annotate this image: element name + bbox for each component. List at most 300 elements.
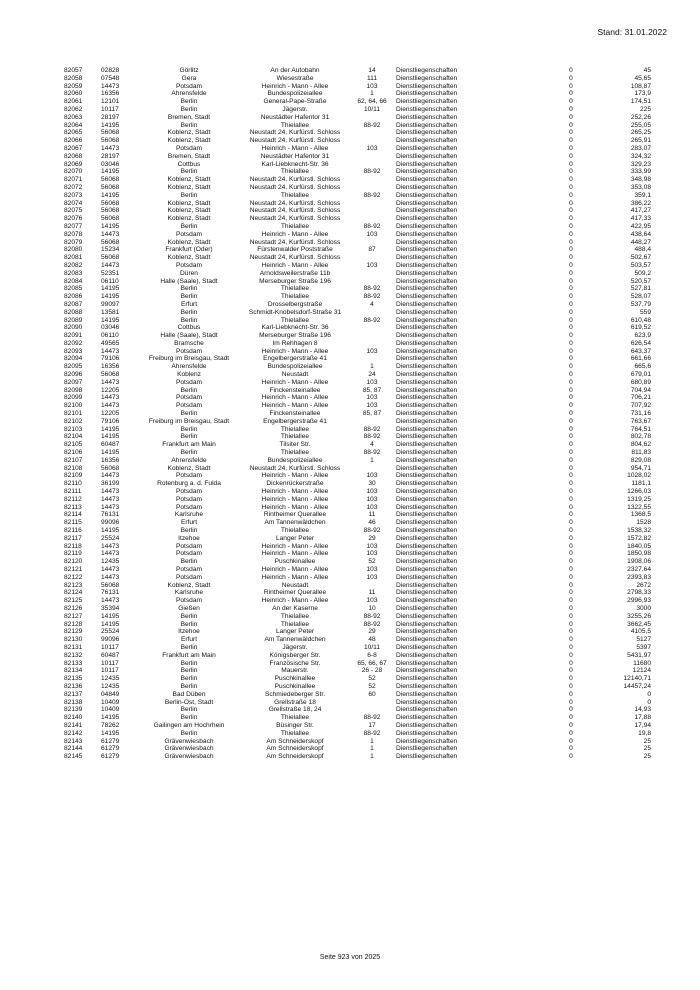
table-row: [64, 348, 651, 356]
cell-area-value: 665,6: [634, 363, 651, 371]
table-row: [64, 309, 651, 317]
cell-city: Frankfurt (Oder): [165, 246, 213, 254]
cell-row-id: 82103: [64, 425, 83, 433]
cell-house-number: 14: [368, 67, 376, 74]
cell-flag: 0: [569, 386, 573, 394]
cell-city: Bremen, Stadt: [167, 152, 211, 160]
cell-postal-code: 12101: [101, 98, 120, 106]
cell-category: Dienstliegenschaften: [396, 230, 458, 238]
cell-street: Jägerstr.: [282, 643, 308, 651]
cell-flag: 0: [569, 371, 573, 379]
cell-city: Potsdam: [175, 261, 203, 269]
cell-house-number: 1: [370, 745, 374, 753]
cell-street: Königsberger Str.: [269, 651, 321, 659]
table-row: [64, 496, 651, 504]
cell-flag: 0: [569, 550, 573, 558]
cell-city: Berlin: [180, 425, 198, 433]
cell-row-id: 82121: [64, 566, 83, 573]
table-row: [64, 184, 651, 192]
table-row: [64, 488, 651, 496]
cell-city: Berlin: [180, 659, 198, 667]
cell-house-number: [351, 137, 393, 145]
cell-city: Koblenz, Stadt: [167, 581, 211, 589]
cell-house-number: 46: [368, 519, 376, 527]
cell-house-number: 24: [368, 371, 376, 379]
cell-street: Schmidt-Knobelsdorf-Straße 31: [248, 308, 342, 316]
cell-category: Dienstliegenschaften: [396, 659, 458, 667]
cell-postal-code: 61279: [101, 737, 120, 745]
cell-category: Dienstliegenschaften: [396, 246, 458, 254]
cell-city: Freiburg im Breisgau, Stadt: [148, 355, 230, 363]
table-row: [64, 550, 651, 558]
cell-street: Engelbergerstraße 41: [263, 355, 327, 363]
cell-row-id: 82085: [64, 285, 83, 293]
cell-house-number: 11: [368, 589, 376, 597]
cell-street: Französische Str.: [269, 659, 321, 667]
cell-house-number: 88-92: [363, 612, 381, 620]
cell-street: Puschkinallee: [274, 558, 316, 566]
cell-area-value: 25: [643, 737, 651, 745]
cell-street: Neustadt: [281, 371, 309, 379]
cell-city: Koblenz, Stadt: [167, 199, 211, 207]
cell-flag: 0: [569, 488, 573, 496]
cell-category: Dienstliegenschaften: [396, 714, 458, 722]
cell-house-number: 88-92: [363, 293, 381, 301]
cell-category: Dienstliegenschaften: [396, 152, 458, 160]
cell-area-value: 610,48: [630, 316, 651, 324]
cell-house-number: 1: [370, 90, 374, 98]
cell-category: Dienstliegenschaften: [396, 542, 458, 550]
cell-category: Dienstliegenschaften: [396, 737, 458, 745]
cell-postal-code: 10117: [101, 667, 119, 675]
cell-street: Neustadt 24, Kurfürstl. Schloss: [249, 176, 341, 184]
cell-flag: 0: [569, 433, 573, 441]
cell-city: Koblenz, Stadt: [167, 254, 211, 262]
cell-street: Merseburger Straße 196: [259, 332, 331, 340]
cell-row-id: 82066: [64, 137, 83, 145]
cell-row-id: 82078: [64, 230, 83, 238]
cell-area-value: 619,52: [630, 324, 651, 332]
cell-city: Ahrensfelde: [171, 363, 207, 371]
cell-category: Dienstliegenschaften: [396, 511, 458, 519]
cell-flag: 0: [569, 534, 573, 542]
cell-area-value: 174,51: [630, 98, 651, 106]
cell-row-id: 82096: [64, 371, 83, 379]
cell-flag: 0: [569, 261, 573, 269]
cell-area-value: 1028,02: [627, 472, 651, 480]
cell-category: Dienstliegenschaften: [396, 643, 458, 651]
cell-row-id: 82060: [64, 90, 83, 98]
cell-house-number: 52: [368, 682, 376, 690]
cell-street: Heinrich - Mann - Allee: [261, 378, 329, 386]
cell-city: Berlin: [180, 682, 198, 690]
table-row: [64, 636, 651, 644]
cell-area-value: 2327,64: [627, 566, 651, 573]
cell-street: Heinrich - Mann - Allee: [261, 597, 329, 605]
cell-house-number: 111: [366, 74, 378, 82]
cell-category: Dienstliegenschaften: [396, 721, 458, 729]
cell-house-number: 52: [368, 558, 376, 566]
cell-flag: 0: [569, 254, 573, 262]
table-row: [64, 207, 651, 215]
cell-category: Dienstliegenschaften: [396, 215, 458, 223]
cell-postal-code: 76131: [101, 511, 120, 519]
cell-row-id: 82142: [64, 729, 83, 737]
table-row: [64, 582, 651, 590]
cell-flag: 0: [569, 98, 573, 106]
cell-flag: 0: [569, 706, 573, 714]
cell-flag: 0: [569, 339, 573, 347]
cell-area-value: 503,57: [630, 261, 651, 269]
cell-row-id: 82104: [64, 433, 83, 441]
cell-street: Neustadt 24, Kurfürstl. Schloss: [249, 464, 341, 472]
cell-postal-code: 16356: [101, 456, 120, 464]
cell-area-value: 12140,71: [623, 675, 651, 683]
cell-area-value: 225: [639, 105, 651, 113]
cell-city: Koblenz, Stadt: [167, 464, 211, 472]
cell-flag: 0: [569, 721, 573, 729]
table-row: [64, 410, 651, 418]
cell-category: Dienstliegenschaften: [396, 222, 458, 230]
cell-area-value: 438,64: [630, 230, 651, 238]
cell-house-number: [351, 153, 393, 161]
cell-street: Thielallee: [280, 714, 310, 722]
cell-city: Potsdam: [175, 550, 203, 558]
cell-house-number: 88-92: [363, 620, 381, 628]
cell-city: Gera: [181, 74, 197, 82]
cell-street: Bundespolizeiallee: [267, 363, 323, 371]
cell-street: An der Autobahn: [270, 67, 320, 74]
cell-postal-code: 12435: [101, 558, 120, 566]
cell-flag: 0: [569, 456, 573, 464]
cell-area-value: 5397: [636, 643, 651, 651]
cell-flag: 0: [569, 144, 573, 152]
cell-postal-code: 14195: [101, 433, 120, 441]
cell-street: Heinrich - Mann - Allee: [261, 82, 329, 90]
table-row: [64, 558, 651, 566]
cell-category: Dienstliegenschaften: [396, 729, 458, 737]
table-row: [64, 215, 651, 223]
cell-street: Jägerstr.: [282, 105, 308, 113]
cell-postal-code: 78262: [101, 721, 120, 729]
table-row: [64, 324, 651, 332]
cell-street: Wiesestraße: [276, 74, 314, 82]
property-table: [64, 67, 651, 761]
cell-flag: 0: [569, 152, 573, 160]
cell-flag: 0: [569, 67, 573, 74]
cell-postal-code: 60487: [101, 441, 120, 449]
cell-city: Potsdam: [175, 542, 203, 550]
cell-postal-code: 10409: [101, 706, 120, 714]
cell-city: Erfurt: [180, 300, 198, 308]
cell-postal-code: 14473: [101, 542, 120, 550]
cell-city: Erfurt: [180, 636, 198, 644]
cell-city: Berlin: [180, 105, 198, 113]
cell-house-number: [351, 200, 393, 208]
cell-category: Dienstliegenschaften: [396, 675, 458, 683]
cell-house-number: 48: [368, 636, 376, 644]
cell-house-number: [351, 278, 393, 286]
cell-postal-code: 56068: [101, 176, 120, 184]
cell-flag: 0: [569, 503, 573, 511]
cell-flag: 0: [569, 425, 573, 433]
cell-house-number: [351, 207, 393, 215]
cell-house-number: 1: [370, 456, 374, 464]
table-row: [64, 363, 651, 371]
cell-house-number: 88-92: [363, 316, 381, 324]
cell-flag: 0: [569, 230, 573, 238]
cell-category: Dienstliegenschaften: [396, 604, 458, 612]
cell-city: Bad Düben: [172, 690, 206, 698]
cell-row-id: 82067: [64, 144, 83, 152]
table-row: [64, 176, 651, 184]
cell-flag: 0: [569, 472, 573, 480]
cell-flag: 0: [569, 519, 573, 527]
cell-house-number: [351, 324, 393, 332]
cell-flag: 0: [569, 589, 573, 597]
cell-street: Heinrich - Mann - Allee: [261, 230, 329, 238]
table-row: [64, 644, 651, 652]
cell-street: Schmiedeberger Str.: [264, 690, 326, 698]
cell-city: Potsdam: [175, 144, 203, 152]
cell-postal-code: 79106: [101, 417, 120, 425]
cell-row-id: 82116: [64, 527, 82, 535]
cell-house-number: [351, 465, 393, 473]
cell-flag: 0: [569, 355, 573, 363]
table-row: [64, 98, 651, 106]
cell-row-id: 82107: [64, 456, 83, 464]
cell-city: Berlin: [180, 386, 198, 394]
cell-postal-code: 61279: [101, 745, 120, 753]
cell-area-value: 1528: [636, 519, 651, 527]
cell-city: Koblenz, Stadt: [167, 137, 211, 145]
cell-area-value: 255,05: [630, 121, 651, 129]
cell-street: Neustadt 24, Kurfürstl. Schloss: [249, 215, 341, 223]
cell-row-id: 82134: [64, 667, 83, 675]
cell-street: Neustadt 24, Kurfürstl. Schloss: [249, 238, 341, 246]
cell-house-number: [351, 332, 393, 340]
cell-area-value: 731,16: [630, 410, 651, 418]
cell-flag: 0: [569, 558, 573, 566]
table-row: [64, 262, 651, 270]
cell-street: Heinrich - Mann - Allee: [261, 402, 329, 410]
cell-category: Dienstliegenschaften: [396, 254, 458, 262]
cell-postal-code: 60487: [101, 651, 120, 659]
cell-area-value: 265,25: [630, 129, 651, 137]
cell-street: Finckensteinallee: [269, 386, 321, 394]
cell-house-number: 103: [366, 597, 378, 605]
cell-area-value: 3255,26: [627, 612, 651, 620]
cell-row-id: 82140: [64, 714, 83, 722]
cell-house-number: [351, 309, 393, 317]
cell-row-id: 82062: [64, 105, 83, 113]
cell-category: Dienstliegenschaften: [396, 449, 458, 457]
cell-postal-code: 14473: [101, 347, 120, 355]
table-row: [64, 543, 651, 551]
cell-flag: 0: [569, 480, 573, 488]
cell-house-number: 103: [366, 378, 378, 386]
cell-street: Neustadt 24, Kurfürstl. Schloss: [249, 254, 341, 262]
cell-postal-code: 99096: [101, 519, 120, 527]
cell-postal-code: 14473: [101, 230, 120, 238]
cell-city: Potsdam: [175, 597, 203, 605]
cell-city: Görlitz: [179, 67, 199, 74]
cell-flag: 0: [569, 495, 573, 503]
cell-postal-code: 14473: [101, 378, 120, 386]
cell-house-number: 52: [368, 675, 376, 683]
cell-row-id: 82132: [64, 651, 83, 659]
cell-row-id: 82138: [64, 698, 83, 706]
cell-house-number: 103: [366, 394, 378, 402]
cell-row-id: 82112: [64, 495, 82, 503]
cell-area-value: 417,27: [630, 207, 651, 215]
cell-house-number: 10: [368, 604, 376, 612]
cell-row-id: 82124: [64, 589, 83, 597]
cell-row-id: 82129: [64, 628, 83, 636]
cell-flag: 0: [569, 121, 573, 129]
cell-city: Berlin: [180, 620, 198, 628]
cell-flag: 0: [569, 74, 573, 82]
cell-area-value: 283,07: [630, 144, 651, 152]
cell-street: Engelbergerstraße 41: [263, 417, 327, 425]
table-row: [64, 67, 651, 75]
cell-postal-code: 28197: [101, 113, 120, 121]
table-row: [64, 722, 651, 730]
cell-city: Itzehoe: [178, 628, 200, 636]
cell-street: Thielallee: [280, 316, 310, 324]
cell-city: Berlin: [180, 308, 198, 316]
cell-city: Potsdam: [175, 503, 203, 511]
cell-flag: 0: [569, 176, 573, 184]
cell-flag: 0: [569, 612, 573, 620]
cell-category: Dienstliegenschaften: [396, 129, 458, 137]
cell-row-id: 82141: [64, 721, 83, 729]
cell-postal-code: 56068: [101, 581, 120, 589]
stand-date: Stand: 31.01.2022: [597, 27, 667, 37]
cell-house-number: 88-92: [363, 714, 381, 722]
cell-house-number: 103: [366, 402, 378, 410]
cell-flag: 0: [569, 378, 573, 386]
cell-area-value: 14,93: [634, 706, 651, 714]
cell-house-number: 1: [370, 753, 374, 761]
table-row: [64, 621, 651, 629]
cell-house-number: 103: [366, 472, 378, 480]
cell-house-number: 4: [370, 441, 374, 449]
cell-city: Grävenwiesbach: [164, 737, 214, 745]
cell-city: Berlin: [180, 558, 198, 566]
table-row: [64, 355, 651, 363]
cell-house-number: [351, 355, 393, 363]
cell-area-value: 11680: [633, 659, 651, 667]
cell-category: Dienstliegenschaften: [396, 355, 458, 363]
cell-house-number: [351, 418, 393, 426]
cell-area-value: 417,33: [630, 215, 651, 223]
cell-city: Grävenwiesbach: [164, 745, 214, 753]
table-row: [64, 699, 651, 707]
cell-area-value: 324,32: [630, 152, 651, 160]
cell-area-value: 2996,93: [627, 597, 651, 605]
table-row: [64, 433, 651, 441]
cell-category: Dienstliegenschaften: [396, 402, 458, 410]
cell-row-id: 82095: [64, 363, 83, 371]
table-row: [64, 168, 651, 176]
cell-city: Berlin: [180, 285, 198, 293]
cell-flag: 0: [569, 573, 573, 581]
cell-category: Dienstliegenschaften: [396, 698, 458, 706]
cell-house-number: 103: [366, 144, 378, 152]
cell-category: Dienstliegenschaften: [396, 269, 458, 277]
cell-postal-code: 13581: [101, 308, 120, 316]
cell-postal-code: 56068: [101, 371, 120, 379]
cell-street: Im Rehhagen 8: [272, 339, 318, 347]
cell-row-id: 82145: [64, 753, 83, 761]
cell-area-value: 763,67: [630, 417, 651, 425]
cell-house-number: 103: [366, 261, 378, 269]
cell-category: Dienstliegenschaften: [396, 378, 458, 386]
cell-street: Thielallee: [280, 433, 310, 441]
table-row: [64, 192, 651, 200]
cell-flag: 0: [569, 402, 573, 410]
cell-house-number: 88-92: [363, 191, 381, 199]
cell-postal-code: 14473: [101, 394, 120, 402]
table-row: [64, 129, 651, 137]
cell-postal-code: 56068: [101, 199, 120, 207]
cell-postal-code: 14195: [101, 285, 120, 293]
cell-row-id: 82063: [64, 113, 83, 121]
cell-area-value: 764,51: [630, 425, 651, 433]
cell-house-number: 10/11: [363, 643, 380, 651]
cell-postal-code: 56068: [101, 254, 120, 262]
cell-flag: 0: [569, 90, 573, 98]
cell-area-value: 1572,82: [627, 534, 651, 542]
cell-flag: 0: [569, 113, 573, 121]
cell-row-id: 82119: [64, 550, 82, 558]
cell-postal-code: 14473: [101, 550, 120, 558]
cell-postal-code: 03046: [101, 324, 120, 332]
cell-row-id: 82057: [64, 67, 83, 74]
cell-flag: 0: [569, 714, 573, 722]
cell-postal-code: 16356: [101, 363, 120, 371]
cell-street: Merseburger Straße 196: [259, 277, 331, 285]
cell-row-id: 82093: [64, 347, 83, 355]
cell-house-number: [351, 114, 393, 122]
cell-row-id: 82092: [64, 339, 83, 347]
cell-flag: 0: [569, 566, 573, 573]
cell-row-id: 82075: [64, 207, 83, 215]
cell-flag: 0: [569, 643, 573, 651]
cell-flag: 0: [569, 667, 573, 675]
cell-area-value: 353,08: [630, 183, 651, 191]
table-row: [64, 449, 651, 457]
cell-area-value: 19,8: [638, 729, 651, 737]
table-row: [64, 75, 651, 83]
cell-category: Dienstliegenschaften: [396, 628, 458, 636]
cell-category: Dienstliegenschaften: [396, 168, 458, 176]
cell-postal-code: 56068: [101, 207, 120, 215]
cell-category: Dienstliegenschaften: [396, 199, 458, 207]
cell-house-number: [351, 239, 393, 247]
cell-area-value: 0: [647, 698, 651, 706]
table-row: [64, 675, 651, 683]
cell-category: Dienstliegenschaften: [396, 90, 458, 98]
cell-postal-code: 49565: [101, 339, 120, 347]
cell-category: Dienstliegenschaften: [396, 371, 458, 379]
cell-area-value: 1908,06: [627, 558, 651, 566]
cell-house-number: [351, 699, 393, 707]
cell-city: Halle (Saale), Stadt: [160, 332, 218, 340]
cell-house-number: 10/11: [363, 105, 380, 113]
cell-flag: 0: [569, 269, 573, 277]
